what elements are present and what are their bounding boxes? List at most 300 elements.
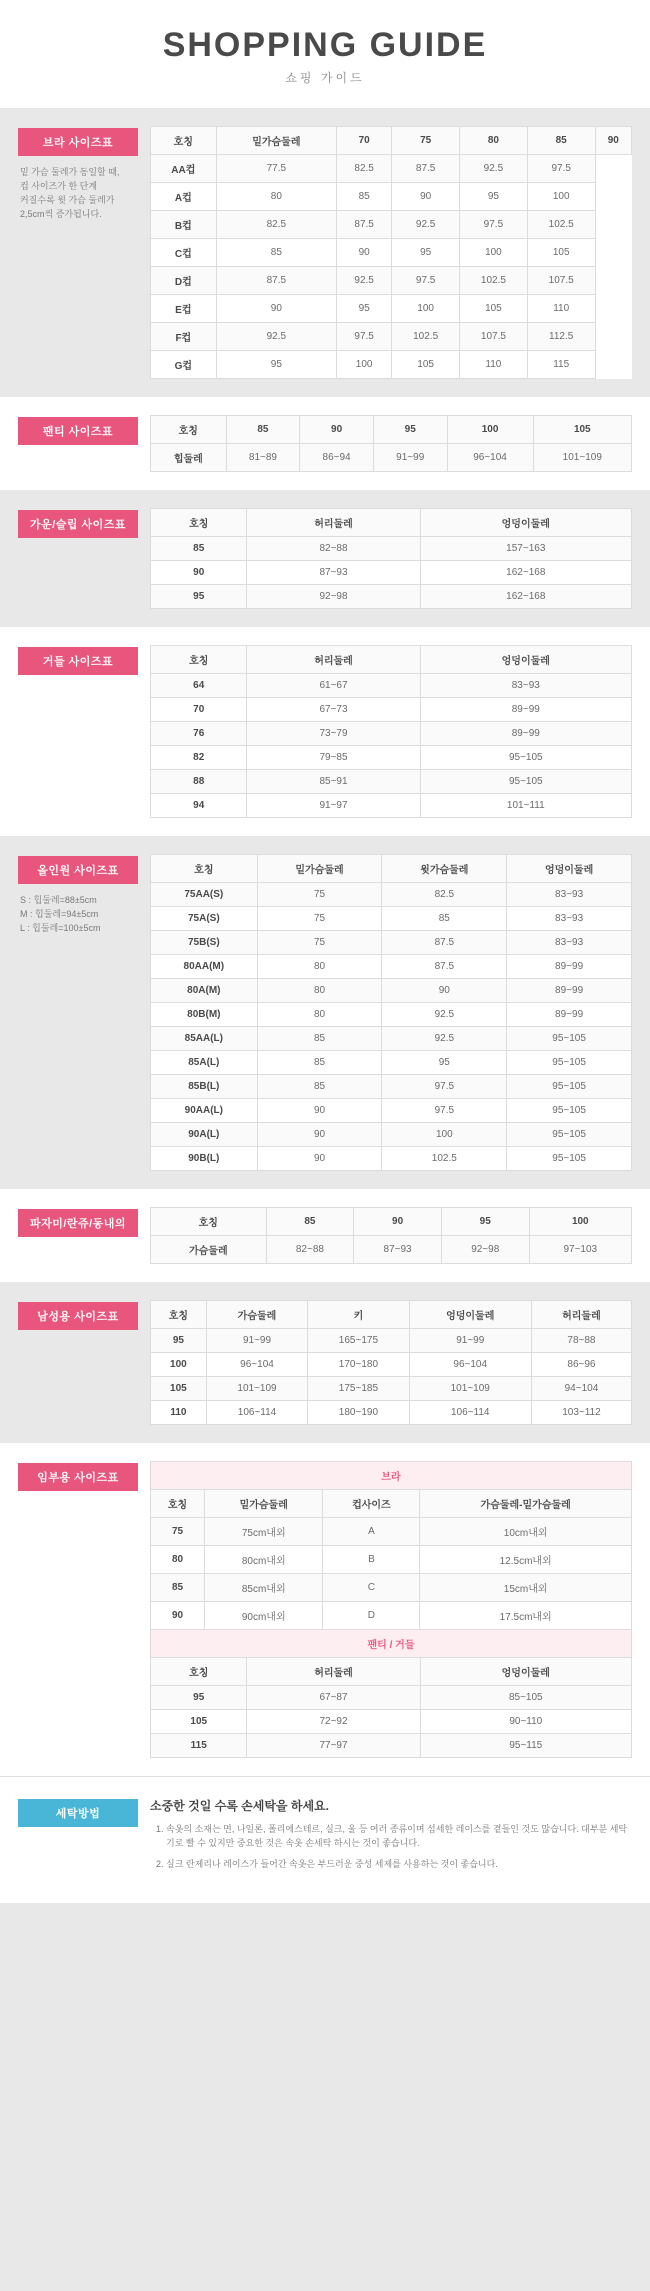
row-header-cell: 75 (151, 1518, 205, 1546)
table-cell: 102.5 (460, 267, 528, 295)
section-tag: 브라 사이즈표 (18, 128, 138, 156)
size-table (150, 854, 632, 1171)
section-label-column (18, 645, 138, 675)
row-header-cell: 88 (151, 770, 247, 794)
table-cell: 92.5 (392, 211, 460, 239)
row-header-cell: 90 (151, 1602, 205, 1630)
column-header: 85 (266, 1208, 354, 1236)
table-cell: 15cm내외 (420, 1574, 632, 1602)
row-header-cell: 64 (151, 674, 247, 698)
table-cell: 90 (257, 1147, 382, 1171)
maternity-bra-title: 브라 (151, 1462, 632, 1490)
table-cell: 90 (257, 1099, 382, 1123)
column-header: 허리둘레 (247, 1658, 420, 1686)
table-row (151, 746, 632, 770)
row-header-cell: 115 (151, 1734, 247, 1758)
table-cell: 12.5cm내외 (420, 1546, 632, 1574)
column-header: 105 (533, 416, 631, 444)
table-cell: 85 (337, 183, 392, 211)
wash-instruction-item: 2. 실크 란제리나 레이스가 들어간 속옷은 부드러운 중성 세제를 사용하는 것이 좋습니다. (166, 1857, 632, 1871)
table-row (151, 211, 632, 239)
table-cell: 95~105 (507, 1027, 632, 1051)
table-cell: 92.5 (337, 267, 392, 295)
page-subtitle: 쇼핑 가이드 (285, 71, 365, 85)
row-header-cell: 75B(S) (151, 931, 258, 955)
table-cell: 157~163 (420, 537, 631, 561)
section-note: 밑 가슴 둘레가 동일할 때, 컵 사이즈가 한 단계 커질수록 윗 가슴 둘레가 2,5cm씩 증가됩니다. (20, 167, 120, 219)
table-cell: 85 (216, 239, 336, 267)
column-header: 밑가슴둘레 (257, 855, 382, 883)
sections-container (0, 108, 650, 1443)
table-cell: 95 (216, 351, 336, 379)
wash-instruction-list (150, 1822, 632, 1871)
table-cell: 105 (392, 351, 460, 379)
table-cell: 92.5 (460, 155, 528, 183)
row-header-cell: A컵 (151, 183, 217, 211)
table-cell: 90cm내외 (205, 1602, 323, 1630)
row-header-cell: 85B(L) (151, 1075, 258, 1099)
table-row (151, 155, 632, 183)
table-cell: 79~85 (247, 746, 420, 770)
table-cell: 162~168 (420, 561, 631, 585)
page-title: SHOPPING GUIDE (162, 26, 488, 64)
column-header: 호칭 (151, 509, 247, 537)
table-cell: 90 (392, 183, 460, 211)
row-header-cell: C컵 (151, 239, 217, 267)
table-row (151, 444, 632, 472)
section-table-column (138, 415, 632, 472)
column-header: 호칭 (151, 416, 227, 444)
size-table (150, 1300, 632, 1425)
column-header: 엉덩이둘레 (420, 646, 631, 674)
table-cell: 82~88 (266, 1236, 354, 1264)
table-cell: 86~96 (531, 1353, 631, 1377)
column-header: 허리둘레 (247, 646, 420, 674)
table-cell: 97.5 (392, 267, 460, 295)
table-cell: 85 (257, 1075, 382, 1099)
table-cell: 80 (257, 1003, 382, 1027)
table-cell: 89~99 (420, 698, 631, 722)
table-cell: 89~99 (507, 955, 632, 979)
section-3 (0, 627, 650, 836)
row-header-cell: 90B(L) (151, 1147, 258, 1171)
row-header-cell: 95 (151, 585, 247, 609)
table-row (151, 1546, 632, 1574)
table-cell: 96~104 (447, 444, 533, 472)
section-label-column (18, 126, 138, 222)
row-header-cell: 85A(L) (151, 1051, 258, 1075)
table-row (151, 979, 632, 1003)
table-row (151, 1401, 632, 1425)
table-row (151, 1236, 632, 1264)
section-label-column (18, 854, 138, 936)
table-cell: 95~105 (507, 1123, 632, 1147)
section-1 (0, 397, 650, 490)
size-table (150, 508, 632, 609)
table-cell: 100 (382, 1123, 507, 1147)
table-row (151, 351, 632, 379)
column-header: 엉덩이둘레 (420, 1658, 631, 1686)
table-cell: 89~99 (420, 722, 631, 746)
table-cell: 82~88 (247, 537, 420, 561)
table-cell: 96~104 (206, 1353, 307, 1377)
table-row (151, 674, 632, 698)
table-row (151, 1075, 632, 1099)
column-header: 호칭 (151, 1301, 207, 1329)
table-cell: D (323, 1602, 420, 1630)
table-cell: 106~114 (206, 1401, 307, 1425)
table-row (151, 698, 632, 722)
table-cell: 97.5 (460, 211, 528, 239)
table-cell: 102.5 (527, 211, 595, 239)
table-cell: 95~105 (420, 770, 631, 794)
section-note: S : 힙둘레=88±5cm M : 힙둘레=94±5cm L : 힙둘레=100±5cm (20, 895, 101, 933)
row-header-cell: 70 (151, 698, 247, 722)
row-header-cell: 100 (151, 1353, 207, 1377)
table-cell: 97.5 (527, 155, 595, 183)
section-0 (0, 108, 650, 397)
row-header-cell: 76 (151, 722, 247, 746)
table-row (151, 239, 632, 267)
table-cell: 170~180 (308, 1353, 409, 1377)
maternity-tag: 임부용 사이즈표 (18, 1463, 138, 1491)
table-row (151, 1051, 632, 1075)
table-row (151, 561, 632, 585)
table-cell: 101~109 (206, 1377, 307, 1401)
size-table (150, 126, 632, 379)
table-cell: 86~94 (300, 444, 374, 472)
table-header-row (151, 416, 632, 444)
row-header-cell: 80 (151, 1546, 205, 1574)
table-cell: 175~185 (308, 1377, 409, 1401)
table-cell: 91~99 (409, 1329, 531, 1353)
table-row (151, 722, 632, 746)
table-row (151, 1602, 632, 1630)
table-row (151, 1099, 632, 1123)
row-header-cell: 85 (151, 537, 247, 561)
section-label-column (18, 415, 138, 445)
row-header-cell: 힙둘레 (151, 444, 227, 472)
table-cell: 102.5 (382, 1147, 507, 1171)
table-cell: 87.5 (216, 267, 336, 295)
table-cell: 80 (257, 955, 382, 979)
column-header: 밑가슴둘레 (216, 127, 336, 155)
section-table-column (138, 1300, 632, 1425)
table-cell: 85cm내외 (205, 1574, 323, 1602)
table-row (151, 770, 632, 794)
row-header-cell: 85AA(L) (151, 1027, 258, 1051)
column-header: 70 (337, 127, 392, 155)
table-cell: 96~104 (409, 1353, 531, 1377)
table-cell: 100 (392, 295, 460, 323)
table-cell: 95~105 (507, 1147, 632, 1171)
table-cell: 100 (460, 239, 528, 267)
table-cell: 110 (527, 295, 595, 323)
table-cell: 95~105 (507, 1099, 632, 1123)
maternity-bra-table (150, 1461, 632, 1630)
column-header: 호칭 (151, 1208, 267, 1236)
row-header-cell: 110 (151, 1401, 207, 1425)
column-header: 85 (226, 416, 300, 444)
column-header: 호칭 (151, 1490, 205, 1518)
table-cell: 105 (460, 295, 528, 323)
wash-instruction-item: 1. 속옷의 소재는 면, 나일론, 폴리에스테르, 실크, 울 등 여러 종류이며 섬세한 레이스를 곁들인 것도 많습니다. 대부분 세탁기로 빨 수 있지만 중요한 것은 속옷 손세탁 하시는 것이 좋습니다. (166, 1822, 632, 1851)
table-cell: 102.5 (392, 323, 460, 351)
row-header-cell: E컵 (151, 295, 217, 323)
table-cell: 91~99 (206, 1329, 307, 1353)
column-header: 밑가슴둘레 (205, 1490, 323, 1518)
table-cell: 61~67 (247, 674, 420, 698)
table-cell: 95 (460, 183, 528, 211)
column-header: 가슴둘레 (206, 1301, 307, 1329)
table-cell: 162~168 (420, 585, 631, 609)
table-cell: 101~111 (420, 794, 631, 818)
table-cell: 77.5 (216, 155, 336, 183)
size-table (150, 415, 632, 472)
section-tag: 거들 사이즈표 (18, 647, 138, 675)
table-row (151, 1710, 632, 1734)
section-4 (0, 836, 650, 1189)
section-6 (0, 1282, 650, 1443)
table-cell: 100 (337, 351, 392, 379)
table-row (151, 907, 632, 931)
wash-method-tag: 세탁방법 (18, 1799, 138, 1827)
section-tag: 파자미/란쥬/동내의 (18, 1209, 138, 1237)
table-cell: 83~93 (507, 907, 632, 931)
table-cell: 87.5 (392, 155, 460, 183)
column-header: 90 (300, 416, 374, 444)
table-cell: 112.5 (527, 323, 595, 351)
row-header-cell: 80AA(M) (151, 955, 258, 979)
table-cell: 85~105 (420, 1686, 631, 1710)
row-header-cell: 85 (151, 1574, 205, 1602)
wash-label-column (18, 1797, 138, 1827)
table-cell: 105 (527, 239, 595, 267)
table-cell: 115 (527, 351, 595, 379)
row-header-cell: 105 (151, 1377, 207, 1401)
row-header-cell: 94 (151, 794, 247, 818)
table-cell: 85~91 (247, 770, 420, 794)
section-tag: 올인원 사이즈표 (18, 856, 138, 884)
page-header (0, 0, 650, 108)
table-cell: 90 (257, 1123, 382, 1147)
table-cell: 75 (257, 883, 382, 907)
table-cell: 82.5 (382, 883, 507, 907)
column-header: 100 (529, 1208, 631, 1236)
table-cell: 75 (257, 931, 382, 955)
table-cell: 85 (257, 1027, 382, 1051)
table-cell: 81~89 (226, 444, 300, 472)
row-header-cell: 82 (151, 746, 247, 770)
size-table (150, 645, 632, 818)
row-header-cell: F컵 (151, 323, 217, 351)
table-cell: 87.5 (382, 955, 507, 979)
column-header: 컵사이즈 (323, 1490, 420, 1518)
row-header-cell: 90 (151, 561, 247, 585)
table-row (151, 1147, 632, 1171)
table-header-row (151, 1301, 632, 1329)
table-row (151, 1123, 632, 1147)
table-cell: 97~103 (529, 1236, 631, 1264)
table-cell: 165~175 (308, 1329, 409, 1353)
column-header: 키 (308, 1301, 409, 1329)
row-header-cell: B컵 (151, 211, 217, 239)
table-cell: 95~105 (507, 1075, 632, 1099)
column-header: 95 (441, 1208, 529, 1236)
table-row (151, 183, 632, 211)
table-cell: 92.5 (382, 1027, 507, 1051)
table-cell: 101~109 (533, 444, 631, 472)
table-header-row (151, 646, 632, 674)
table-cell: 91~97 (247, 794, 420, 818)
table-cell: 90 (216, 295, 336, 323)
table-cell: 101~109 (409, 1377, 531, 1401)
table-cell: 80cm내외 (205, 1546, 323, 1574)
table-row (151, 1574, 632, 1602)
column-header: 75 (392, 127, 460, 155)
size-table (150, 1207, 632, 1264)
table-cell: 77~97 (247, 1734, 420, 1758)
table-header-row (151, 1490, 632, 1518)
maternity-panty-title: 팬티 / 거들 (151, 1630, 632, 1658)
table-row (151, 1686, 632, 1710)
table-cell: 95 (392, 239, 460, 267)
row-header-cell: 90A(L) (151, 1123, 258, 1147)
section-label-column (18, 508, 138, 538)
table-cell: 95~115 (420, 1734, 631, 1758)
table-row (151, 295, 632, 323)
section-table-column (138, 508, 632, 609)
table-header-row (151, 1658, 632, 1686)
table-row (151, 1353, 632, 1377)
table-cell: 87.5 (337, 211, 392, 239)
table-cell: 73~79 (247, 722, 420, 746)
row-header-cell: 95 (151, 1686, 247, 1710)
section-maternity (0, 1443, 650, 1776)
table-cell: 89~99 (507, 1003, 632, 1027)
section-tag: 팬티 사이즈표 (18, 417, 138, 445)
table-row (151, 1329, 632, 1353)
maternity-tables (138, 1461, 632, 1758)
section-table-column (138, 854, 632, 1171)
table-row (151, 883, 632, 907)
maternity-label-column (18, 1461, 138, 1491)
column-header: 호칭 (151, 855, 258, 883)
table-cell: 85 (257, 1051, 382, 1075)
row-header-cell: 75A(S) (151, 907, 258, 931)
table-cell: 180~190 (308, 1401, 409, 1425)
column-header: 90 (595, 127, 631, 155)
table-cell: 107.5 (460, 323, 528, 351)
table-header-row (151, 509, 632, 537)
table-cell: 90~110 (420, 1710, 631, 1734)
row-header-cell: 가슴둘레 (151, 1236, 267, 1264)
table-cell: 95 (382, 1051, 507, 1075)
table-cell: 92.5 (382, 1003, 507, 1027)
section-tag: 가운/슬립 사이즈표 (18, 510, 138, 538)
table-cell: 83~93 (420, 674, 631, 698)
column-header: 100 (447, 416, 533, 444)
table-cell: 92~98 (247, 585, 420, 609)
row-header-cell: G컵 (151, 351, 217, 379)
column-header: 호칭 (151, 1658, 247, 1686)
table-cell: 106~114 (409, 1401, 531, 1425)
table-cell: 82.5 (337, 155, 392, 183)
table-cell: 83~93 (507, 883, 632, 907)
table-row (151, 1518, 632, 1546)
wash-heading: 소중한 것일 수록 손세탁을 하세요. (150, 1799, 329, 1813)
table-cell: 95 (337, 295, 392, 323)
column-header: 허리둘레 (247, 509, 420, 537)
table-cell: 78~88 (531, 1329, 631, 1353)
table-row (151, 537, 632, 561)
table-cell: 75cm내외 (205, 1518, 323, 1546)
table-cell: 92.5 (216, 323, 336, 351)
section-label-column (18, 1300, 138, 1330)
row-header-cell: 95 (151, 1329, 207, 1353)
table-row (151, 323, 632, 351)
table-cell: A (323, 1518, 420, 1546)
row-header-cell: 80B(M) (151, 1003, 258, 1027)
section-wash-method (0, 1776, 650, 1903)
table-cell: 87~93 (354, 1236, 442, 1264)
table-row (151, 1003, 632, 1027)
table-cell: 91~99 (373, 444, 447, 472)
section-table-column (138, 645, 632, 818)
table-cell: 90 (382, 979, 507, 1003)
column-header: 호칭 (151, 646, 247, 674)
section-5 (0, 1189, 650, 1282)
table-cell: 97.5 (382, 1099, 507, 1123)
table-cell: C (323, 1574, 420, 1602)
section-table-column (138, 1207, 632, 1264)
table-cell: 85 (382, 907, 507, 931)
table-cell: 10cm내외 (420, 1518, 632, 1546)
table-cell: 72~92 (247, 1710, 420, 1734)
column-header: 호칭 (151, 127, 217, 155)
section-2 (0, 490, 650, 627)
table-cell: 87.5 (382, 931, 507, 955)
table-header-row (151, 855, 632, 883)
column-header: 80 (460, 127, 528, 155)
wash-body (138, 1797, 632, 1877)
table-cell: 80 (216, 183, 336, 211)
table-cell: 95~105 (420, 746, 631, 770)
table-cell: 83~93 (507, 931, 632, 955)
table-row (151, 267, 632, 295)
table-cell: 89~99 (507, 979, 632, 1003)
table-cell: B (323, 1546, 420, 1574)
table-row (151, 931, 632, 955)
section-tag: 남성용 사이즈표 (18, 1302, 138, 1330)
table-row (151, 1027, 632, 1051)
column-header: 95 (373, 416, 447, 444)
table-row (151, 955, 632, 979)
column-header: 엉덩이둘레 (420, 509, 631, 537)
table-cell: 82.5 (216, 211, 336, 239)
table-cell: 107.5 (527, 267, 595, 295)
column-header: 85 (527, 127, 595, 155)
column-header: 허리둘레 (531, 1301, 631, 1329)
column-header: 90 (354, 1208, 442, 1236)
section-label-column (18, 1207, 138, 1237)
table-cell: 97.5 (337, 323, 392, 351)
table-cell: 97.5 (382, 1075, 507, 1099)
table-row (151, 585, 632, 609)
table-cell: 92~98 (441, 1236, 529, 1264)
table-cell: 94~104 (531, 1377, 631, 1401)
row-header-cell: AA컵 (151, 155, 217, 183)
